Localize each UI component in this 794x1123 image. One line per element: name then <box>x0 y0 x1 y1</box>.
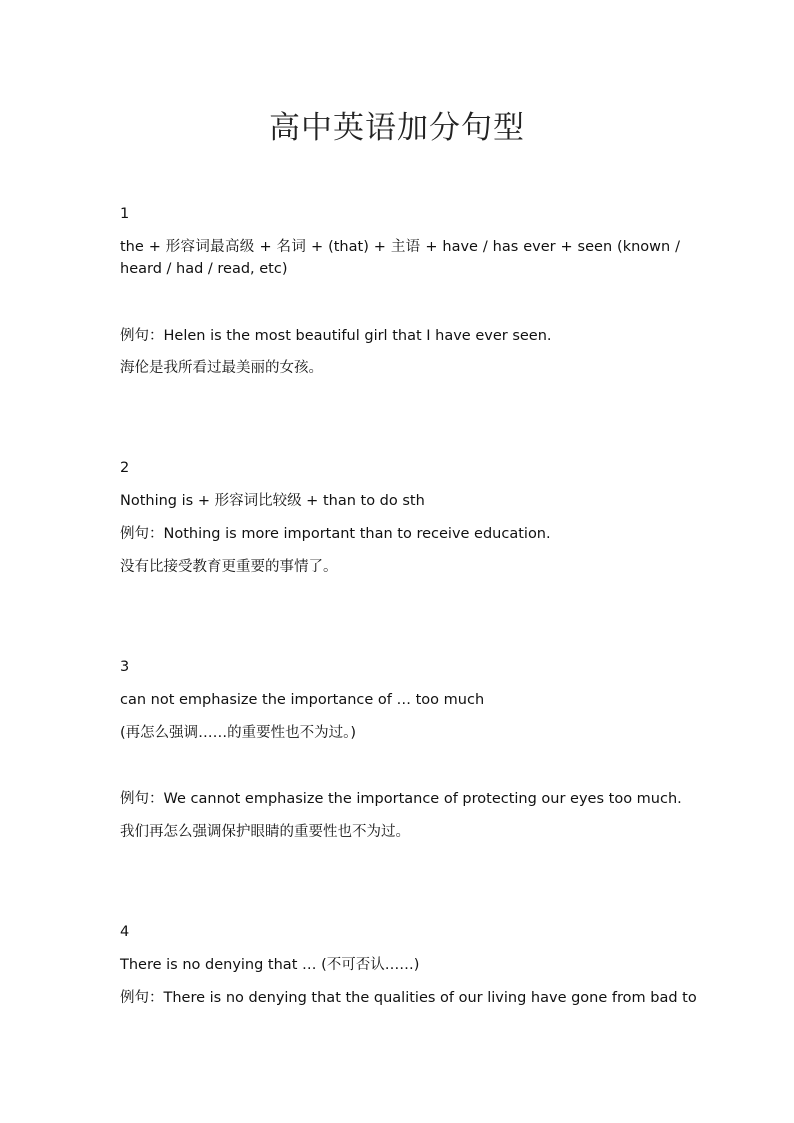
section-4-number: 4 <box>120 924 130 940</box>
page-title: 高中英语加分句型 <box>269 110 525 146</box>
section-4-example: 例句：There is no denying that the qualities of our living have gone from bad to <box>120 990 697 1006</box>
section-1-example: 例句：Helen is the most beautiful girl that I have ever seen. <box>120 328 552 344</box>
section-2-pattern: Nothing is + 形容词比较级 + than to do sth <box>120 493 425 509</box>
section-2-number: 2 <box>120 460 130 476</box>
section-1-pattern: the + 形容词最高级 + 名词 + (that) + 主语 + have / has ever + seen (known / heard / had / read, etc) <box>120 239 680 277</box>
section-3-number: 3 <box>120 659 130 675</box>
section-1-translation: 海伦是我所看过最美丽的女孩。 <box>120 360 323 376</box>
section-3-pattern-note: (再怎么强调……的重要性也不为过。) <box>120 725 357 741</box>
section-2-example: 例句：Nothing is more important than to receive education. <box>120 526 551 542</box>
section-3-translation: 我们再怎么强调保护眼睛的重要性也不为过。 <box>120 824 410 840</box>
section-3-pattern: can not emphasize the importance of … too much <box>120 692 485 708</box>
section-1-number: 1 <box>120 206 130 222</box>
section-3-example: 例句：We cannot emphasize the importance of protecting our eyes too much. <box>120 791 682 807</box>
section-4-pattern: There is no denying that … (不可否认……) <box>120 957 420 973</box>
section-2-translation: 没有比接受教育更重要的事情了。 <box>120 559 338 575</box>
